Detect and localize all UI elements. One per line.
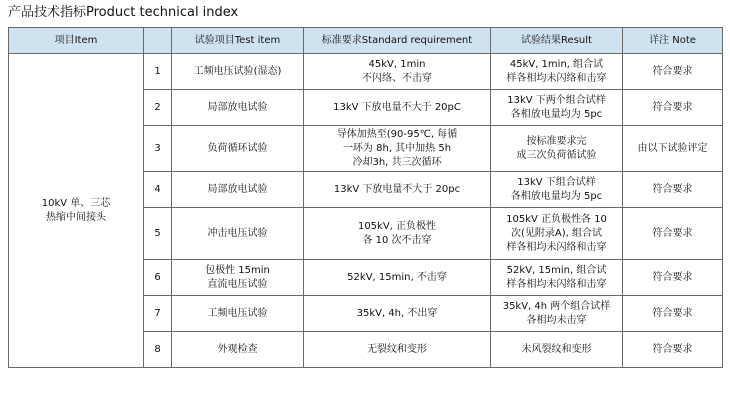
- standard-cell-line: 冷却3h, 共三次循环: [352, 156, 442, 168]
- standard-cell-line: 52kV, 15min, 不击穿: [347, 271, 447, 283]
- item-cell: [9, 54, 144, 368]
- standard-cell: [304, 90, 491, 126]
- test-item-cell: [172, 332, 304, 368]
- standard-cell-line: 45kV, 1min: [368, 58, 426, 70]
- result-cell: [491, 172, 623, 208]
- standard-cell: [304, 54, 491, 90]
- row-number: 5: [144, 208, 172, 260]
- test-item-cell: [172, 172, 304, 208]
- result-cell: [491, 332, 623, 368]
- test-item-cell-line: 冲击电压试验: [207, 227, 268, 239]
- result-cell-line: 按标准要求完: [526, 135, 587, 147]
- result-cell-line: 各相放电量均为 5pc: [510, 190, 603, 202]
- result-cell-line: 成三次负荷循试验: [516, 149, 597, 161]
- standard-cell-line: 不闪络、不击穿: [362, 72, 432, 84]
- test-item-cell: [172, 126, 304, 172]
- standard-cell-line: 13kV 下放电量不大于 20pC: [333, 101, 461, 113]
- note-cell-line: 符合要求: [652, 227, 693, 239]
- result-cell-line: 样各相均未闪络和击穿: [506, 72, 607, 84]
- result-cell-line: 52kV, 15min, 组合试: [506, 264, 607, 276]
- test-item-cell-line: 负荷循环试验: [207, 142, 268, 154]
- table-row: [9, 54, 723, 90]
- row-number: 3: [144, 126, 172, 172]
- note-cell: [623, 172, 723, 208]
- result-cell: [491, 260, 623, 296]
- note-cell: [623, 54, 723, 90]
- row-number: 8: [144, 332, 172, 368]
- standard-cell-line: 一环为 8h, 其中加热 5h: [342, 142, 452, 154]
- result-cell: [491, 126, 623, 172]
- note-cell-line: 符合要求: [652, 101, 693, 113]
- header-item: 项目Item: [9, 28, 144, 54]
- standard-cell-line: 13kV 下放电量不大于 20pc: [333, 183, 461, 195]
- note-cell: [623, 332, 723, 368]
- result-cell-line: 样各相均未闪络和击穿: [506, 241, 607, 253]
- result-cell-line: 未风裂纹和变形: [521, 343, 592, 355]
- standard-cell: [304, 296, 491, 332]
- item-cell-line: 热缩中间接头: [46, 211, 106, 223]
- standard-cell: [304, 208, 491, 260]
- row-number: 7: [144, 296, 172, 332]
- standard-cell-line: 105kV, 正负极性: [357, 220, 437, 232]
- technical-index-table: [8, 27, 723, 368]
- result-cell-line: 105kV 正负极性各 10: [506, 213, 607, 225]
- item-cell-line: 10kV 单、三芯: [41, 197, 111, 209]
- result-cell: [491, 296, 623, 332]
- standard-cell-line: 导体加热至(90-95℃, 每循: [336, 128, 458, 140]
- result-cell-line: 35kV, 4h 两个组合试样: [502, 300, 611, 312]
- note-cell-line: 符合要求: [652, 307, 693, 319]
- note-cell: [623, 126, 723, 172]
- standard-cell: [304, 332, 491, 368]
- result-cell-line: 各相放电量均为 5pc: [510, 108, 603, 120]
- standard-cell-line: 35kV, 4h, 不出穿: [356, 307, 438, 319]
- note-cell: [623, 90, 723, 126]
- test-item-cell: [172, 260, 304, 296]
- result-cell-line: 各相均未击穿: [526, 314, 587, 326]
- test-item-cell-line: 外观检查: [217, 343, 258, 355]
- note-cell-line: 符合要求: [652, 343, 693, 355]
- test-item-cell-line: 工频电压试验: [207, 307, 268, 319]
- header-note: 详注 Note: [623, 28, 723, 54]
- page-title: 产品技术指标Product technical index: [8, 5, 239, 20]
- test-item-cell-line: 局部放电试验: [207, 101, 268, 113]
- header-result: 试验结果Result: [491, 28, 623, 54]
- note-cell-line: 符合要求: [652, 183, 693, 195]
- standard-cell: [304, 260, 491, 296]
- result-cell-line: 45kV, 1min, 组合试: [509, 58, 604, 70]
- row-number: 2: [144, 90, 172, 126]
- header-standard: 标准要求Standard requirement: [304, 28, 491, 54]
- table-body: [9, 54, 723, 368]
- header-test-item: 试验项目Test item: [172, 28, 304, 54]
- result-cell: [491, 208, 623, 260]
- standard-cell: [304, 126, 491, 172]
- result-cell-line: 13kV 下组合试样: [517, 176, 596, 188]
- test-item-cell: [172, 296, 304, 332]
- test-item-cell: [172, 54, 304, 90]
- row-number: 4: [144, 172, 172, 208]
- test-item-cell-line: 直流电压试验: [207, 278, 268, 290]
- test-item-cell-line: 工频电压试验(湿态): [193, 65, 282, 77]
- test-item-cell: [172, 208, 304, 260]
- note-cell-line: 符合要求: [652, 65, 693, 77]
- note-cell-line: 由以下试验评定: [637, 142, 708, 154]
- standard-cell: [304, 172, 491, 208]
- test-item-cell-line: 局部放电试验: [207, 183, 268, 195]
- test-item-cell: [172, 90, 304, 126]
- standard-cell-line: 无裂纹和变形: [367, 343, 427, 355]
- result-cell: [491, 90, 623, 126]
- note-cell: [623, 296, 723, 332]
- result-cell-line: 样各相均未闪络和击穿: [506, 278, 607, 290]
- header-row: [9, 28, 723, 54]
- row-number: 1: [144, 54, 172, 90]
- note-cell: [623, 260, 723, 296]
- note-cell-line: 符合要求: [652, 271, 693, 283]
- note-cell: [623, 208, 723, 260]
- result-cell: [491, 54, 623, 90]
- header-number: [144, 28, 172, 54]
- result-cell-line: 13kV 下两个组合试样: [507, 94, 606, 106]
- test-item-cell-line: 包极性 15min: [205, 264, 270, 276]
- result-cell-line: 次(见附录A), 组合试: [510, 227, 602, 239]
- standard-cell-line: 各 10 次不击穿: [362, 234, 432, 246]
- row-number: 6: [144, 260, 172, 296]
